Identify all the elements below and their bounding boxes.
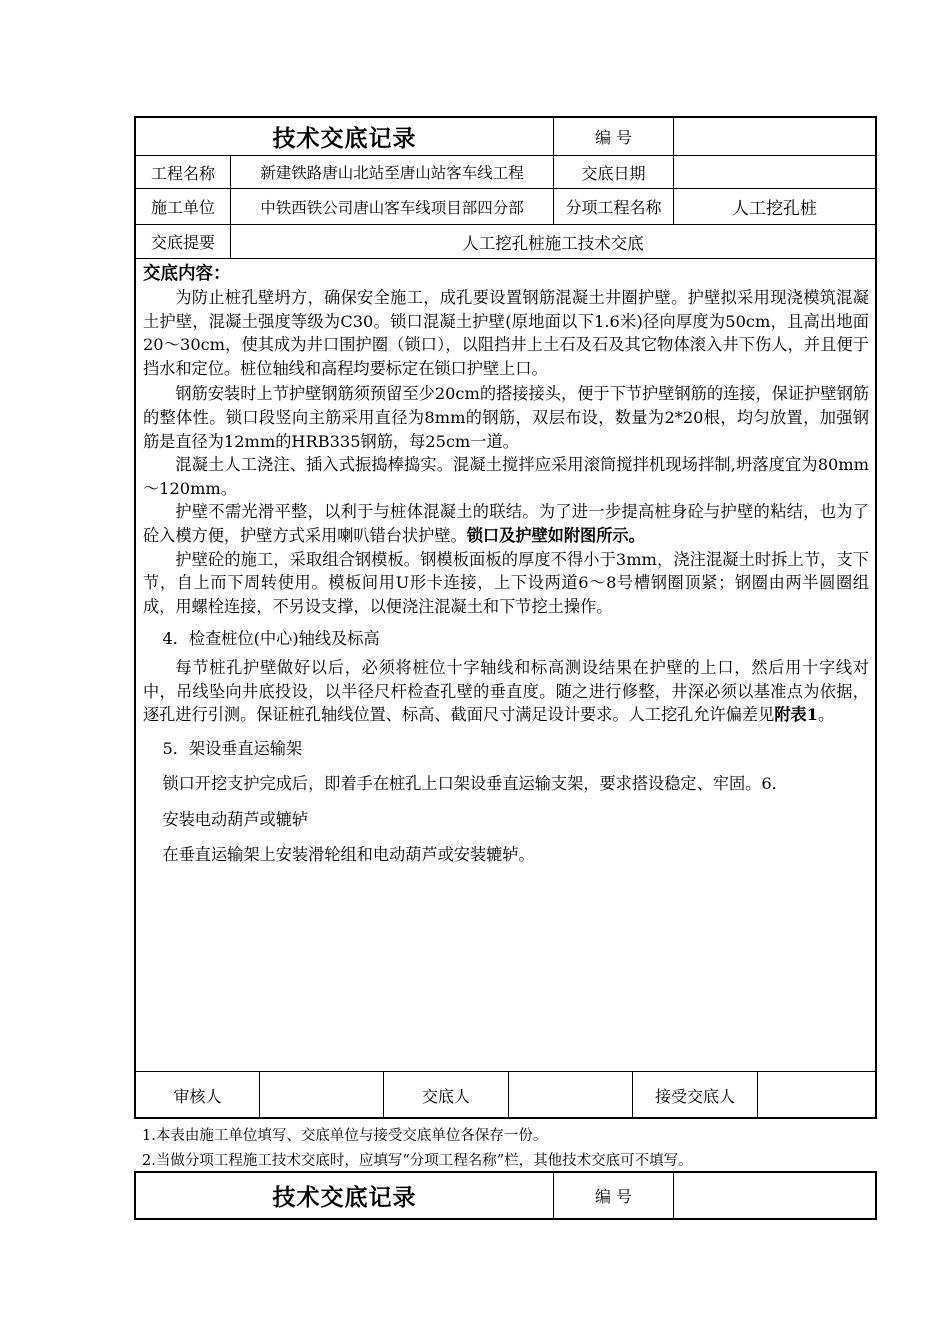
- number-label-2: 编 号: [594, 1187, 633, 1206]
- subproject-value[interactable]: 人工挖孔桩: [732, 199, 817, 219]
- content-paragraph: 混凝土人工浇注、插入式振捣棒捣实。混凝土搅拌应采用滚筒搅拌机现场拌制,坍落度宜为80mm～120mm。: [143, 455, 869, 498]
- number-value-2[interactable]: [674, 1173, 875, 1218]
- paragraph-bold: 锁口及护壁如附图所示。: [466, 525, 645, 545]
- project-name-value[interactable]: 新建铁路唐山北站至唐山站客车线工程: [260, 164, 524, 182]
- receiver-value[interactable]: [758, 1072, 875, 1118]
- reviewer-value[interactable]: [260, 1072, 383, 1118]
- number-label: 编 号: [594, 128, 633, 147]
- contractor-value[interactable]: 中铁西铁公司唐山客车线项目部四分部: [260, 198, 524, 217]
- receiver-label: 接受交底人: [654, 1086, 735, 1106]
- grid-line: [135, 258, 876, 259]
- note-1: 1.本表由施工单位填写、交底单位与接受交底单位各保存一份。: [142, 1128, 548, 1144]
- paragraph-text: 每节桩孔护壁做好以后，必须将桩位十字轴线和标高测设结果在护壁的上口，然后用十字线对中，吊线坠向井底投设，以半径尺杆检查孔壁的垂直度。随之进行修整，井深必须以基准点为依据，逐孔进行引测。保证桩孔轴线位置、标高、截面尺寸满足设计要求。人工挖孔允许偏差见: [143, 657, 869, 725]
- paragraph-text: 。: [817, 705, 835, 725]
- project-name-label: 工程名称: [150, 163, 215, 183]
- note-2: 2.当做分项工程施工技术交底时，应填写“分项工程名称”栏，其他技术交底可不填写。: [142, 1153, 693, 1169]
- content-heading: 交底内容：: [143, 264, 231, 284]
- subproject-label: 分项工程名称: [565, 198, 662, 217]
- content-paragraph: 锁口开挖支护完成后，即着手在桩孔上口架设垂直运输支架，要求搭设稳定、牢固。6．: [162, 774, 788, 794]
- section-heading: 4．检查桩位(中心)轴线及标高: [162, 629, 380, 649]
- paragraph-bold: 附表1: [774, 705, 818, 725]
- form-title-2: 技术交底记录: [272, 1184, 417, 1211]
- summary-value[interactable]: 人工挖孔桩施工技术交底: [462, 233, 644, 253]
- form-title: 技术交底记录: [272, 125, 417, 152]
- content-paragraph: 安装电动葫芦或辘轳: [162, 809, 309, 829]
- contractor-label: 施工单位: [150, 198, 215, 217]
- section-heading: 5．架设垂直运输架: [162, 738, 303, 758]
- discloser-value[interactable]: [509, 1072, 632, 1118]
- content-paragraph: 为防止桩孔壁坍方，确保安全施工，成孔要设置钢筋混凝土井圈护壁。护壁拟采用现浇模筑混凝土护壁，混凝土强度等级为C30。锁口混凝土护壁(原地面以下1.6米)径向厚度为50cm，且高出地面20～30cm，使其成为井口围护圈（锁口），以阻挡井上土石及石及其它物体滚入井下伤人，并且便于挡水和定位。桩位轴线和高程均要标定在锁口护壁上口。: [143, 288, 869, 378]
- paragraph-text: 护壁不需光滑平整，以利于与桩体混凝土的联结。为了进一步提高桩身砼与护壁的粘结，也为了砼入模方便，护壁方式采用喇叭错台状护壁。: [143, 502, 869, 545]
- discloser-label: 交底人: [421, 1086, 470, 1106]
- reviewer-label: 审核人: [173, 1086, 222, 1106]
- content-paragraph: 在垂直运输架上安装滑轮组和电动葫芦或安装辘轳。: [162, 845, 535, 865]
- date-label: 交底日期: [581, 163, 646, 183]
- content-paragraph: 护壁砼的施工，采取组合钢模板。钢模板面板的厚度不得小于3mm，浇注混凝土时拆上节，支下节，自上而下周转使用。模板间用U形卡连接，上下设两道6～8号槽钢圈顶紧；钢圈由两半圆圈组成，用螺栓连接，不另设支撑，以便浇注混凝土和下节挖土操作。: [143, 549, 869, 616]
- number-value[interactable]: [674, 118, 875, 155]
- date-value[interactable]: [674, 156, 875, 188]
- content-paragraph: [143, 500, 869, 547]
- content-paragraph: 钢筋安装时上节护壁钢筋须预留至少20cm的搭接接头，便于下节护壁钢筋的连接，保证护壁钢筋的整体性。锁口段竖向主筋采用直径为8mm的钢筋，双层布设，数量为2*20根，均匀放置，加强钢筋是直径为12mm的HRB335钢筋，每25cm一道。: [143, 384, 869, 451]
- content-paragraph: [143, 656, 869, 727]
- content-area: [143, 262, 869, 867]
- summary-label: 交底提要: [150, 233, 215, 252]
